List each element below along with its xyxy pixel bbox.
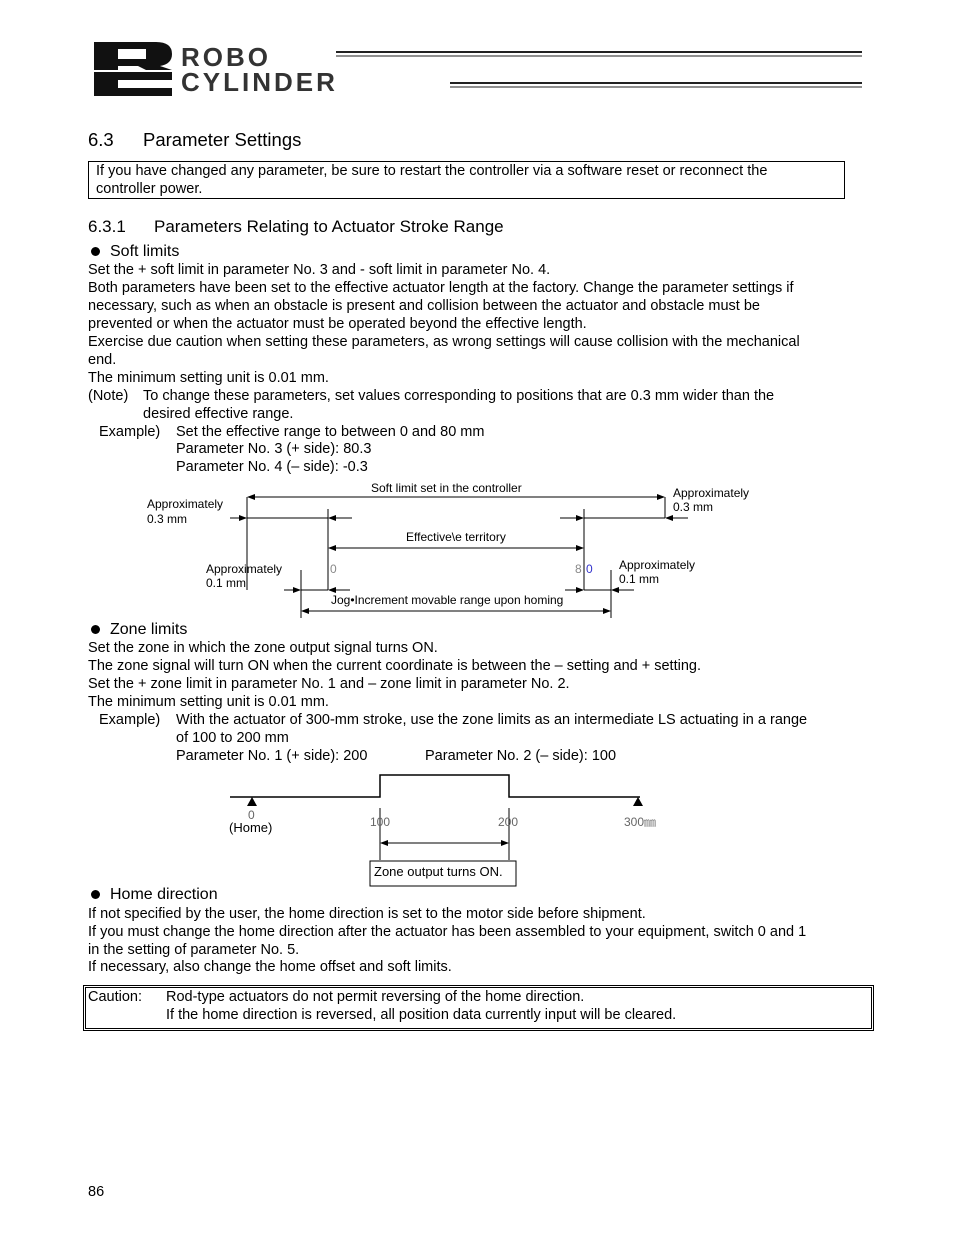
caution-label: Caution:: [88, 989, 143, 1005]
paragraph: Exercise due caution when setting these parameters, as wrong settings will cause collision with the mechanical: [88, 334, 800, 350]
paragraph: prevented or when the actuator must be operated beyond the effective length.: [88, 316, 587, 332]
end-marker-icon: [633, 797, 643, 806]
example-label: Example): [99, 712, 161, 728]
example-text: Set the effective range to between 0 and 80 mm: [176, 424, 485, 440]
example-text: With the actuator of 300-mm stroke, use the zone limits as an intermediate LS actuating in a range: [176, 712, 808, 728]
paragraph: The minimum setting unit is 0.01 mm.: [88, 370, 329, 386]
note-label: (Note): [88, 388, 129, 404]
bullet-icon: [91, 890, 100, 899]
heading-text: Soft limits: [110, 243, 180, 260]
example-text: Parameter No. 4 (– side): -0.3: [176, 459, 368, 475]
notice-line: controller power.: [96, 181, 203, 197]
approx-label: Approximately: [619, 558, 696, 572]
axis-zero-label: 0: [330, 562, 337, 576]
axis-eighty-label: 8: [575, 562, 582, 576]
example-text: Parameter No. 2 (– side): 100: [425, 748, 617, 764]
caution-text: Rod-type actuators do not permit reversing of the home direction.: [166, 989, 585, 1005]
paragraph: end.: [88, 352, 117, 368]
paragraph: If you must change the home direction after the actuator has been assembled to your equipment, switch 0 and 1: [88, 924, 807, 940]
subsection-number: 6.3.1: [88, 217, 126, 236]
approx-value: 0.1 mm: [206, 576, 247, 590]
example-text: Parameter No. 1 (+ side): 200: [176, 748, 368, 764]
paragraph: Set the + zone limit in parameter No. 1 and – zone limit in parameter No. 2.: [88, 676, 570, 692]
zone-signal-waveform: [230, 775, 640, 797]
example-text: Parameter No. 3 (+ side): 80.3: [176, 441, 372, 457]
approx-value: 0.3 mm: [147, 512, 188, 526]
approx-label: Approximately: [147, 497, 224, 511]
approx-value: 0.3 mm: [673, 500, 714, 514]
axis-tick-200: 200: [498, 815, 519, 829]
caution-text: If the home direction is reversed, all position data currently input will be cleared.: [166, 1007, 677, 1023]
approx-label: Approximately: [673, 486, 750, 500]
paragraph: Set the + soft limit in parameter No. 3 and - soft limit in parameter No. 4.: [88, 262, 551, 278]
logo-word-robo: ROBO: [181, 42, 271, 72]
zone-on-label: Zone output turns ON.: [374, 864, 503, 879]
approx-value: 0.1 mm: [619, 572, 660, 586]
soft-limit-label: Soft limit set in the controller: [371, 481, 522, 495]
axis-eighty-label: 0: [586, 562, 593, 576]
heading-text: Home direction: [110, 886, 218, 903]
paragraph: The zone signal will turn ON when the current coordinate is between the – setting and + setting.: [88, 658, 701, 674]
axis-tick-300: 300㎜: [624, 815, 657, 829]
note-text: To change these parameters, set values corresponding to positions that are 0.3 mm wider than the: [143, 388, 775, 404]
heading-text: Zone limits: [110, 621, 188, 638]
paragraph: Both parameters have been set to the effective actuator length at the factory. Change the parameter settings if: [88, 280, 794, 296]
paragraph: necessary, such as when an obstacle is present and collision between the actuator and obstacle must be: [88, 298, 760, 314]
section-number: 6.3: [88, 129, 114, 150]
paragraph: in the setting of parameter No. 5.: [88, 942, 300, 958]
home-direction-heading: [88, 885, 218, 904]
approx-label: Approximately: [206, 562, 283, 576]
subsection-title-text: Parameters Relating to Actuator Stroke Range: [154, 217, 504, 236]
axis-tick-0: 0: [248, 808, 255, 822]
page-number: 86: [88, 1184, 105, 1200]
home-label: (Home): [229, 820, 273, 835]
jog-range-label: Jog•Increment movable range upon homing: [331, 593, 564, 607]
example-label: Example): [99, 424, 161, 440]
example-text: of 100 to 200 mm: [176, 730, 289, 746]
logo-word-cylinder: CYLINDER: [181, 67, 338, 97]
section-title-text: Parameter Settings: [143, 129, 302, 150]
paragraph: The minimum setting unit is 0.01 mm.: [88, 694, 329, 710]
effective-territory-label: Effective\e territory: [406, 530, 506, 544]
home-marker-icon: [247, 797, 257, 806]
paragraph: If not specified by the user, the home direction is set to the motor side before shipment.: [88, 906, 646, 922]
paragraph: If necessary, also change the home offset and soft limits.: [88, 959, 452, 975]
note-text: desired effective range.: [143, 406, 294, 422]
axis-tick-100: 100: [370, 815, 391, 829]
notice-line: If you have changed any parameter, be sure to restart the controller via a software reset or reconnect the: [96, 163, 768, 179]
paragraph: Set the zone in which the zone output signal turns ON.: [88, 640, 438, 656]
